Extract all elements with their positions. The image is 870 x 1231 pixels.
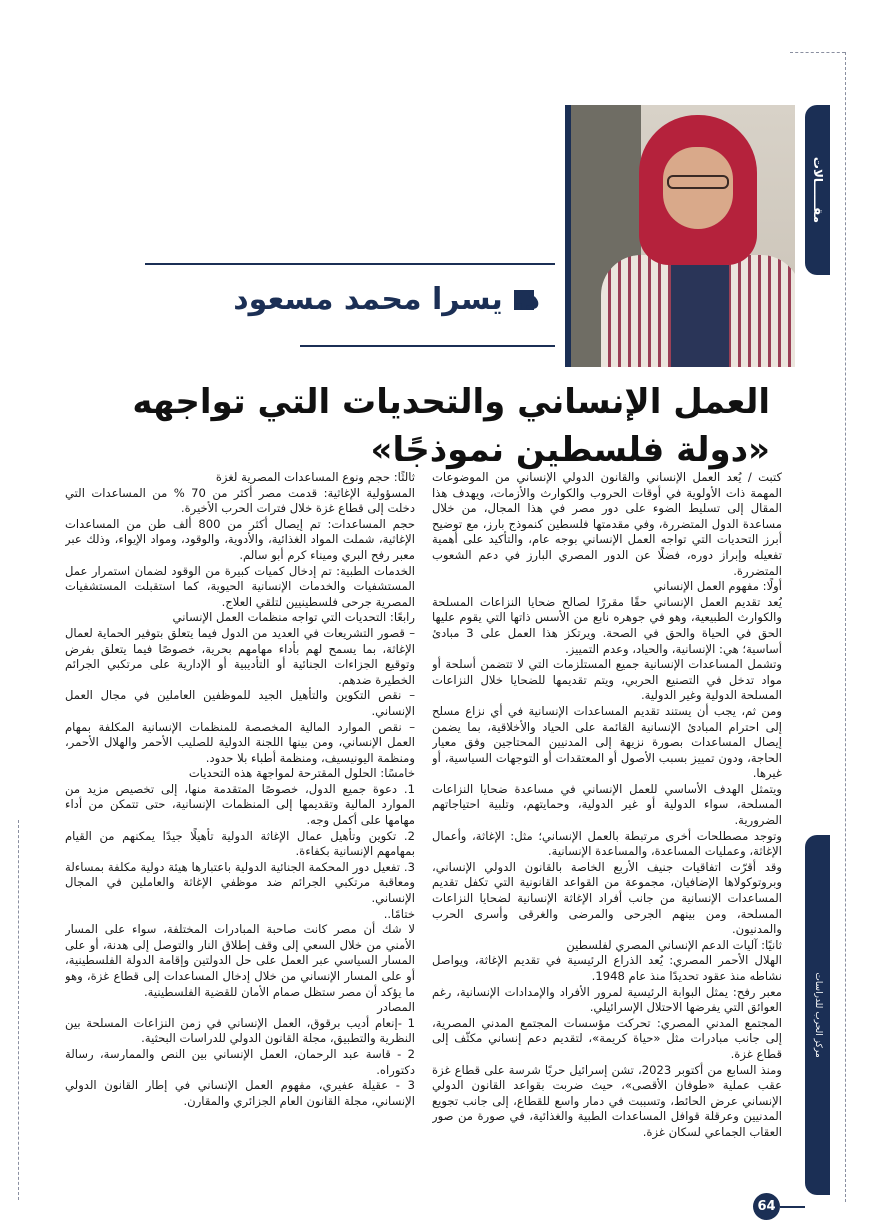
title-line-2: «دولة فلسطين نموذجًا» bbox=[370, 430, 770, 470]
article-column-right bbox=[432, 470, 782, 1170]
page-number-rule bbox=[780, 1206, 805, 1208]
paragraph: كتبت / يُعد العمل الإنساني والقانون الدولي الإنساني من الموضوعات المهمة ذات الأولوية في أوقات الحروب والكوارث والأزمات، ويهدف هذا المقال إلى تسليط الضوء على دور مصر في هذا المجال، من خلال مساعدة الدول المتضررة، وفي مقدمتها فلسطين كنموذج بارز، مع توضيح أبرز التحديات التي تواجه العمل الإنساني بوجه عام، والتأكيد على أهمية تفعيله وإبراز دوره، فضلًا عن الدور المصري البارز في دعم الشعوب المتضررة. bbox=[432, 470, 782, 578]
paragraph: – قصور التشريعات في العديد من الدول فيما يتعلق بتوفير الحماية لعمال الإغاثة، بما يسمح لهم بأداء مهامهم بحرية، خصوصًا فيما يتعلق بفرض وتوقيع الجزاءات الجنائية أو التأديبية أو الإدارية على مرتكبي الجرائم الخطيرة ضدهم. bbox=[65, 625, 415, 687]
paragraph: المصادر bbox=[377, 1000, 415, 1015]
paragraph: ومنذ السابع من أكتوبر 2023، تشن إسرائيل حربًا شرسة على قطاع غزة عقب عملية «طوفان الأقصى»، حيث ضربت بقواعد القانون الدولي الإنساني عرض الحائط، وتسببت في دمار واسع للقطاع، إلى جانب تجويع المدنيين وعرقلة قوافل المساعدات الطبية والغذائية، في صورة من صور العقاب الجماعي لسكان غزة. bbox=[432, 1062, 782, 1139]
paragraph: المسؤولية الإغاثية: قدمت مصر أكثر من 70 % من المساعدات التي دخلت إلى قطاع غزة خلال فترات الحرب الأخيرة. bbox=[65, 485, 415, 516]
paragraph: 2. تكوين وتأهيل عمال الإغاثة الدولية تأهيلًا جيدًا يمكنهم من القيام بمهامهم الإنسانية بكفاءة. bbox=[65, 828, 415, 859]
paragraph: أولًا: مفهوم العمل الإنساني bbox=[653, 579, 782, 594]
author-photo bbox=[565, 105, 795, 367]
paragraph: ويتمثل الهدف الأساسي للعمل الإنساني في مساعدة ضحايا النزاعات المسلحة، سواء الدولية أو غير الدولية، وحمايتهم، وتلبية احتياجاتهم الضرورية. bbox=[432, 781, 782, 828]
dashed-guide-left bbox=[18, 820, 19, 1200]
paragraph: ختامًا.. bbox=[383, 906, 415, 921]
paragraph: ثالثًا: حجم ونوع المساعدات المصرية لغزة bbox=[215, 470, 415, 484]
publisher-label: مركز الحرب للدراسات bbox=[812, 972, 823, 1058]
paragraph: ومن ثم، يجب أن يستند تقديم المساعدات الإنسانية في أي نزاع مسلح إلى احترام المبادئ الإنسانية القائمة على الحياد والأخلاقية، بما يضمن إيصال المساعدات بصورة نزيهة إلى المدنيين المحتاجين وفق معيار الحاجة، ودون تمييز بسبب الأصول أو المعتقدات أو التوجهات السياسية، أو غيرها. bbox=[432, 703, 782, 781]
header-rule-top bbox=[145, 263, 555, 265]
section-tab bbox=[805, 105, 830, 275]
paragraph: وتشمل المساعدات الإنسانية جميع المستلزمات التي لا تتضمن أسلحة أو مواد تدخل في التصنيع الحربي، ويتم تقديمها للضحايا خلال النزاعات المسلحة الدولية وغير الدولية. bbox=[432, 657, 782, 703]
paragraph: خامسًا: الحلول المقترحة لمواجهة هذه التحديات bbox=[188, 766, 415, 781]
paragraph: – نقص التكوين والتأهيل الجيد للموظفين العاملين في مجال العمل الإنساني. bbox=[65, 688, 415, 718]
paragraph: – نقص الموارد المالية المخصصة للمنظمات الإنسانية المكلفة بمهام العمل الإنساني، ومن بينها اللجنة الدولية للصليب الأحمر والهلال الأحمر، ومنظمة اليونيسيف، ومنظمة أطباء بلا حدود. bbox=[65, 719, 415, 765]
paragraph: 3 - عقيلة عفيري، مفهوم العمل الإنساني في إطار القانون الدولي الإنساني، مجلة القانون العام الجزائري والمقارن. bbox=[65, 1078, 415, 1108]
dashed-guide-right bbox=[845, 52, 846, 1202]
paragraph: 2 - قاسة عبد الرحمان، العمل الإنساني بين النص والممارسة، رسالة دكتوراه. bbox=[65, 1046, 415, 1077]
paragraph: المجتمع المدني المصري: تحركت مؤسسات المجتمع المدني المصرية، إلى جانب مبادرات مثل «حياة كريمة»، لتقديم دعم إنساني مكثّف إلى قطاع غزة. bbox=[432, 1015, 782, 1061]
paragraph: لا شك أن مصر كانت صاحبة المبادرات المختلفة، سواء على المسار الأمني من خلال السعي إلى وقف إطلاق النار والتوصل إلى هدنة، أو على المسار السياسي عبر العمل على حل الدولتين وإقامة الدولة الفلسطينية، أو على المسار الإنساني من خلال إدخال المساعدات إلى قطاع غزة، وهو ما يؤكد أن مصر ستظل صمام الأمان للقضية الفلسطينية. bbox=[65, 922, 415, 999]
paragraph: ثانيًا: آليات الدعم الإنساني المصري لفلسطين bbox=[566, 937, 782, 952]
dashed-guide-top bbox=[790, 52, 845, 53]
article-column-left bbox=[65, 470, 415, 1170]
paragraph: الخدمات الطبية: تم إدخال كميات كبيرة من الوقود لضمان استمرار عمل المستشفيات والخدمات الإنسانية الحيوية، كما استقبلت المستشفيات المصرية جرحى فلسطينيين لتلقي العلاج. bbox=[65, 563, 415, 609]
paragraph: الهلال الأحمر المصري: يُعد الذراع الرئيسية في تقديم الإغاثة، ويواصل نشاطه منذ عقود تحديدًا منذ عام 1948. bbox=[432, 953, 782, 983]
section-label: مقــــــالات bbox=[810, 156, 825, 224]
paragraph: وقد أقرّت اتفاقيات جنيف الأربع الخاصة بالقانون الدولي الإنساني، وبروتوكولاها الإضافيان، مجموعة من القواعد القانونية التي تكفل تقديم المساعدات الإنسانية من جانب أفراد الإغاثة الإنسانية لضحايا النزاعات المسلحة، ومن بينهم الجرحى والمرضى والغرقى وأسرى الحرب والمدنيون. bbox=[432, 859, 782, 937]
title-line-1: العمل الإنساني والتحديات التي تواجهه bbox=[132, 382, 770, 422]
paragraph: وتوجد مصطلحات أخرى مرتبطة بالعمل الإنساني؛ مثل: الإغاثة، وأعمال الإغاثة، وعمليات المساعدة، والمساعدة الإنسانية. bbox=[432, 828, 782, 859]
paragraph: رابعًا: التحديات التي تواجه منظمات العمل الإنساني bbox=[172, 610, 415, 625]
paragraph: حجم المساعدات: تم إيصال أكثر من 800 ألف طن من المساعدات الإغاثية، شملت المواد الغذائية، والأدوية، والوقود، ومواد الإيواء، وذلك عبر معبر رفح البري وميناء كرم أبو سالم. bbox=[65, 516, 415, 562]
article-title bbox=[130, 378, 770, 474]
paragraph: يُعد تقديم العمل الإنساني حقًا مقررًا لصالح ضحايا النزاعات المسلحة والكوارث الطبيعية، وهو في جوهره نابع من الأسس ذاتها التي يقوم عليها الحق في الحياة والحق في الصحة. ويرتكز هذا العمل على 3 مبادئ أساسية؛ هي: الإنسانية، والحياد، وعدم التمييز. bbox=[432, 594, 782, 656]
page-number: 64 bbox=[753, 1193, 780, 1220]
header-rule-bottom bbox=[300, 345, 555, 347]
paragraph: 1. دعوة جميع الدول، خصوصًا المتقدمة منها، إلى تخصيص مزيد من الموارد المالية وتقديمها إلى المنظمات الإنسانية، حتى تتمكن من أداء مهامها على أكمل وجه. bbox=[65, 781, 415, 828]
footer-tab bbox=[805, 835, 830, 1195]
author-name: د. يسرا محمد مسعود bbox=[233, 282, 540, 317]
paragraph: 3. تفعيل دور المحكمة الجنائية الدولية باعتبارها هيئة دولية مكلفة بمساءلة ومعاقبة مرتكبي الجرائم ضد موظفي الإغاثة والعاملين في المجال الإنساني. bbox=[65, 859, 415, 906]
paragraph: 1 -إنعام أديب برقوق، العمل الإنساني في زمن النزاعات المسلحة بين النظرية والتطبيق، مجلة القانون الدولي للدراسات البحثية. bbox=[65, 1015, 415, 1046]
paragraph: معبر رفح: يمثل البوابة الرئيسية لمرور الأفراد والإمدادات الإنسانية، رغم العوائق التي يفرضها الاحتلال الإسرائيلي. bbox=[432, 984, 782, 1015]
